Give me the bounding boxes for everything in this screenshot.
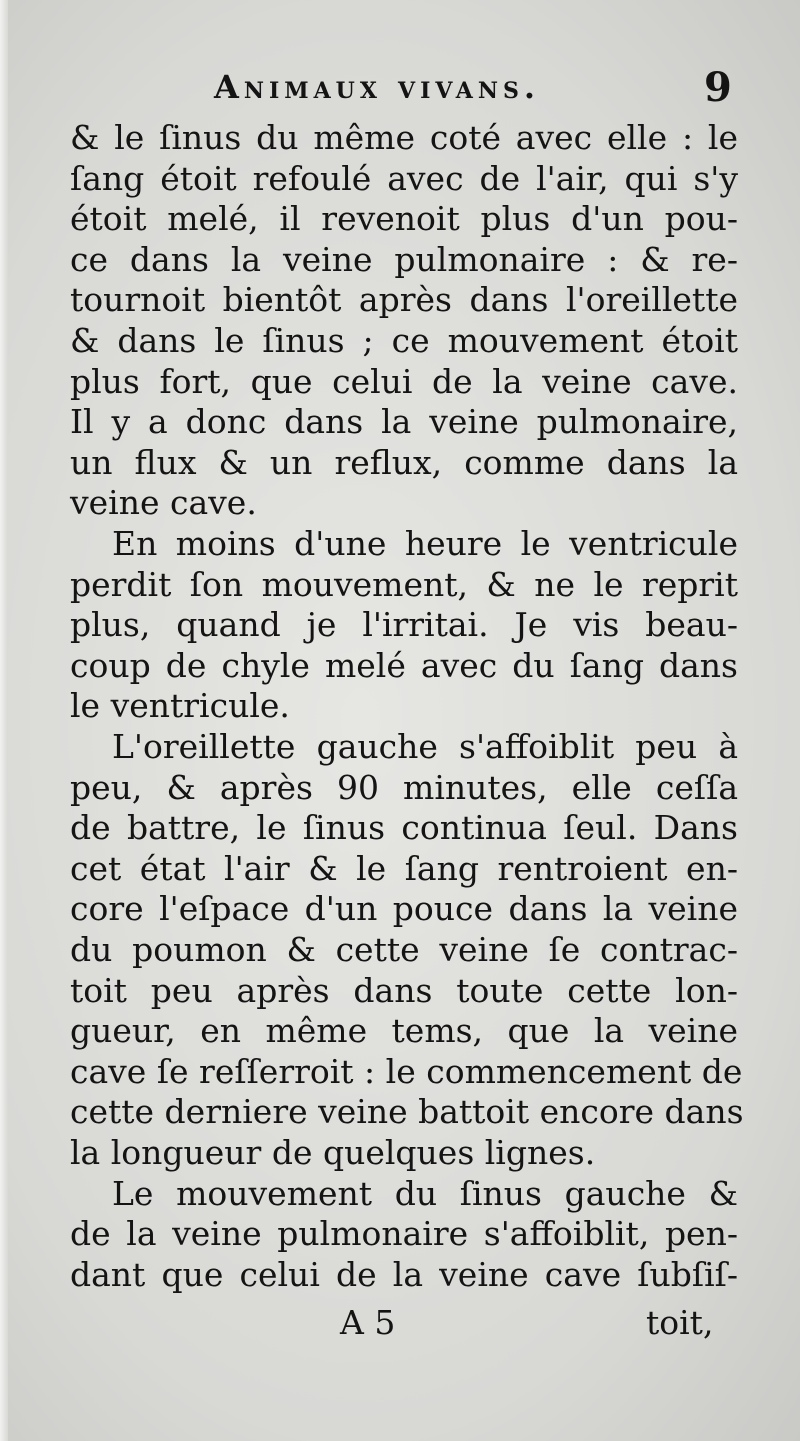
text-line: de battre, le ſinus continua ſeul. Dans [70, 808, 738, 848]
page-edge [0, 0, 8, 1441]
text-line: ſang étoit refoulé avec de l'air, qui s'y [70, 158, 738, 198]
text-line: étoit melé, il revenoit plus d'un pou- [70, 199, 738, 239]
text-line: tournoit bientôt après dans l'oreillette [70, 280, 738, 320]
paragraph-first-line: En moins d'une heure le ventricule [112, 524, 738, 563]
text-line: plus fort, que celui de la veine cave. [70, 361, 738, 401]
page-header [0, 64, 800, 118]
text-line: du poumon & cette veine ſe contrac- [70, 930, 738, 969]
paragraph-first-line: L'oreillette gauche s'affoiblit peu à [112, 727, 738, 766]
text-line: Il y a donc dans la veine pulmonaire, [70, 402, 738, 442]
text-line: dant que celui de la veine cave ſubſiſ- [70, 1254, 738, 1294]
text-line: cave ſe reſſerroit : le commencement de [70, 1051, 743, 1091]
text-line: toit peu après dans toute cette lon- [70, 970, 738, 1010]
text-line: plus, quand je l'irritai. Je vis beau- [70, 605, 738, 645]
text-line: coup de chyle melé avec du ſang dans [70, 645, 738, 685]
running-head: Animaux vivans. [214, 68, 540, 106]
text-line: peu, & après 90 minutes, elle ceſſa [70, 767, 738, 807]
text-line: gueur, en même tems, que la veine [70, 1011, 738, 1051]
text-line: cette derniere veine battoit encore dans [70, 1092, 744, 1132]
text-line: un flux & un reflux, comme dans la [70, 442, 738, 482]
text-line: ce dans la veine pulmonaire : & re- [70, 239, 738, 279]
text-line: de la veine pulmonaire s'affoiblit, pen- [70, 1214, 738, 1254]
text-line: veine cave. [70, 483, 257, 523]
text-line: core l'eſpace d'un pouce dans la veine [70, 889, 738, 929]
text-line: la longueur de quelques lignes. [70, 1133, 596, 1172]
page-number: 9 [704, 64, 732, 111]
text-line: & dans le ſinus ; ce mouvement étoit [70, 321, 738, 360]
text-line: perdit ſon mouvement, & ne le reprit [70, 564, 738, 604]
text-line: & le ſinus du même coté avec elle : le [70, 118, 738, 157]
text-line: cet état l'air & le ſang rentroient en- [70, 848, 738, 888]
text-line: le ventricule. [70, 686, 290, 726]
catchword: toit, [646, 1303, 714, 1342]
signature-mark: A 5 [340, 1303, 396, 1342]
paragraph-first-line: Le mouvement du ſinus gauche & [112, 1173, 738, 1213]
